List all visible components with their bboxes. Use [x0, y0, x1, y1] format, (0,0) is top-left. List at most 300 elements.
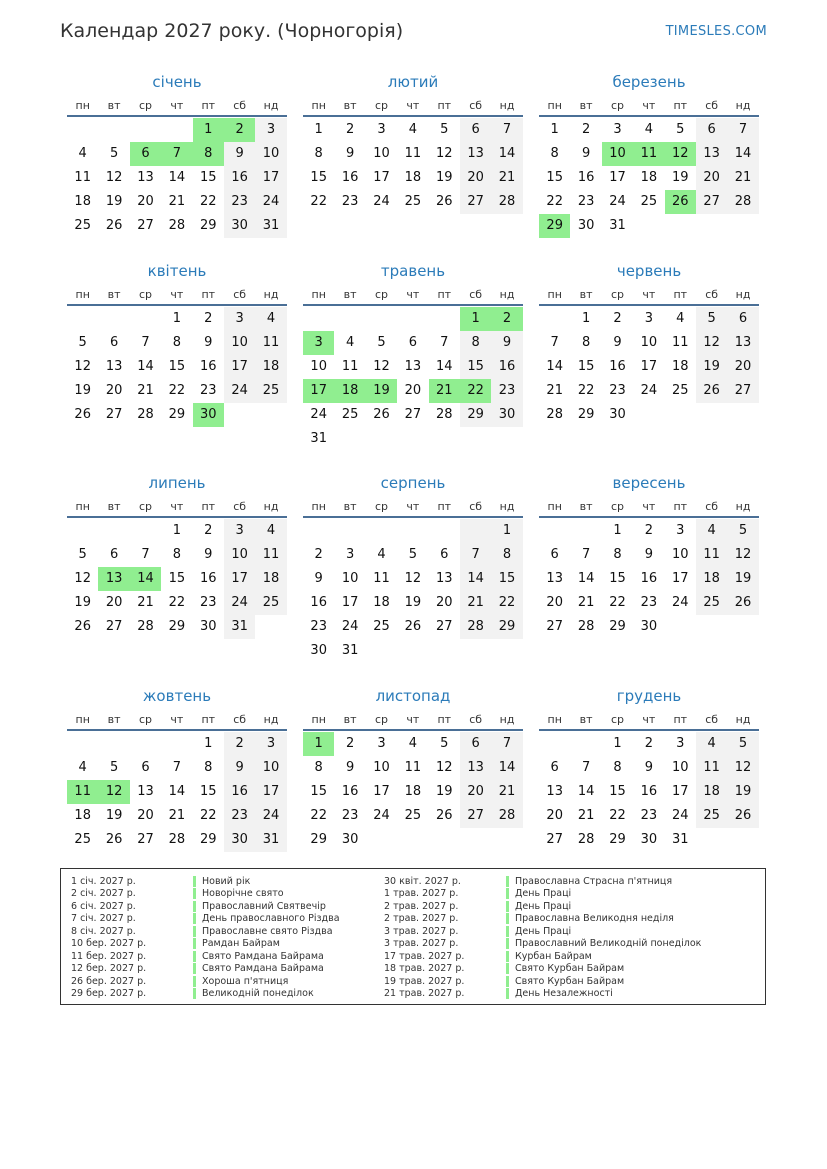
- legend-holiday-name: Рамдан Байрам: [202, 938, 280, 950]
- day-cell: 15: [609, 571, 626, 586]
- weekday-label: нд: [499, 99, 515, 112]
- weekday-label: вт: [343, 713, 357, 726]
- legend-holiday-name: Православна Страсна п'ятниця: [515, 875, 673, 887]
- day-cell: 25: [74, 218, 91, 233]
- day-cell: 16: [640, 784, 658, 799]
- holiday-day-cell: 1: [193, 118, 224, 142]
- day-cell: 19: [727, 567, 758, 591]
- holiday-marker-icon: [506, 913, 509, 924]
- day-cell: 27: [404, 407, 422, 422]
- day-cell: 10: [671, 547, 689, 562]
- weekday-label: нд: [263, 713, 279, 726]
- day-cell: 29: [199, 832, 217, 847]
- holiday-marker-icon: [193, 988, 196, 999]
- weekday-label: чт: [170, 500, 184, 513]
- weekday-label: ср: [610, 288, 624, 301]
- empty-cell: [727, 828, 758, 852]
- day-cell: 23: [224, 804, 255, 828]
- weekday-label: пт: [437, 713, 452, 726]
- day-cell: 18: [74, 194, 91, 209]
- day-cell: 16: [199, 571, 217, 586]
- day-cell: 14: [460, 567, 491, 591]
- empty-cell: [366, 639, 397, 663]
- legend-date: 1 трав. 2027 р.: [384, 888, 459, 900]
- day-cell: 13: [727, 331, 758, 355]
- legend-row: [71, 913, 340, 926]
- day-cell: 4: [345, 335, 355, 350]
- day-cell: 5: [440, 736, 449, 751]
- day-cell: 31: [255, 828, 286, 852]
- weekday-label: пн: [547, 500, 562, 513]
- legend-row: [71, 963, 340, 976]
- day-cell: 3: [255, 732, 286, 756]
- month-days-grid: [67, 307, 287, 427]
- day-cell: 6: [696, 118, 727, 142]
- day-cell: 18: [373, 595, 390, 610]
- day-cell: 6: [408, 335, 417, 350]
- day-cell: 20: [404, 383, 422, 398]
- day-cell: 1: [613, 736, 622, 751]
- month-days-grid: [539, 307, 759, 427]
- day-cell: 30: [224, 828, 255, 852]
- month-name: жовтень: [142, 687, 212, 705]
- day-cell: 28: [546, 407, 563, 422]
- day-cell: 28: [168, 832, 186, 847]
- day-cell: 29: [491, 615, 522, 639]
- day-cell: 9: [204, 547, 213, 562]
- day-cell: 13: [435, 571, 453, 586]
- day-cell: 17: [373, 784, 390, 799]
- empty-cell: [727, 615, 758, 639]
- holiday-day-cell: 1: [460, 307, 491, 331]
- day-cell: 10: [373, 146, 390, 161]
- weekday-label: вт: [343, 99, 357, 112]
- weekday-label: пн: [547, 288, 562, 301]
- day-cell: 30: [491, 403, 522, 427]
- weekday-label: пн: [547, 713, 562, 726]
- day-cell: 22: [199, 808, 217, 823]
- weekday-header: [303, 711, 523, 731]
- legend-holiday-name: День православного Різдва: [202, 913, 340, 925]
- day-cell: 11: [696, 543, 727, 567]
- day-cell: 7: [727, 118, 758, 142]
- day-cell: 21: [727, 166, 758, 190]
- day-cell: 9: [345, 760, 355, 775]
- month-days-grid: [67, 118, 287, 238]
- empty-cell: [460, 427, 491, 451]
- day-cell: 18: [640, 170, 658, 185]
- day-cell: 3: [255, 118, 286, 142]
- month-days-grid: [67, 519, 287, 639]
- day-cell: 5: [109, 146, 119, 161]
- weekday-label: вт: [343, 288, 357, 301]
- day-cell: 14: [491, 142, 522, 166]
- day-cell: 31: [671, 832, 689, 847]
- weekday-label: сб: [233, 99, 247, 112]
- day-cell: 8: [172, 547, 181, 562]
- weekday-label: пн: [75, 713, 90, 726]
- day-cell: 15: [199, 170, 217, 185]
- day-cell: 5: [78, 547, 87, 562]
- month-block: [303, 473, 523, 663]
- legend-row: [384, 900, 701, 913]
- day-cell: 14: [168, 170, 186, 185]
- day-cell: 25: [404, 808, 422, 823]
- legend-row: [384, 888, 701, 901]
- day-cell: 7: [460, 543, 491, 567]
- legend-holiday-name: Новорічне свято: [202, 888, 284, 900]
- day-cell: 10: [255, 142, 286, 166]
- weekday-label: вт: [107, 99, 121, 112]
- holiday-marker-icon: [506, 926, 509, 937]
- holiday-marker-icon: [193, 976, 196, 987]
- day-cell: 11: [696, 756, 727, 780]
- day-cell: 5: [408, 547, 417, 562]
- weekday-label: пт: [201, 713, 216, 726]
- weekday-header: [67, 711, 287, 731]
- day-cell: 7: [491, 118, 522, 142]
- day-cell: 20: [727, 355, 758, 379]
- day-cell: 10: [640, 335, 658, 350]
- holiday-day-cell: 29: [539, 214, 570, 238]
- weekday-label: чт: [406, 99, 420, 112]
- day-cell: 23: [310, 619, 327, 634]
- day-cell: 23: [341, 808, 359, 823]
- holiday-day-cell: 11: [67, 780, 98, 804]
- legend-row: [71, 888, 340, 901]
- day-cell: 8: [491, 543, 522, 567]
- day-cell: 27: [546, 619, 563, 634]
- day-cell: 12: [74, 571, 91, 586]
- day-cell: 15: [310, 784, 327, 799]
- weekday-label: пн: [547, 99, 562, 112]
- day-cell: 9: [581, 146, 591, 161]
- day-cell: 11: [404, 146, 422, 161]
- day-cell: 1: [491, 519, 522, 543]
- legend-row: [71, 988, 340, 1001]
- day-cell: 16: [640, 571, 658, 586]
- weekday-label: ср: [138, 99, 152, 112]
- day-cell: 14: [577, 571, 595, 586]
- day-cell: 7: [581, 760, 591, 775]
- weekday-label: пн: [75, 500, 90, 513]
- legend-holiday-name: Курбан Байрам: [515, 950, 592, 962]
- holiday-day-cell: 8: [193, 142, 224, 166]
- day-cell: 19: [74, 383, 91, 398]
- legend-row: [384, 963, 701, 976]
- weekday-label: ср: [610, 99, 624, 112]
- day-cell: 14: [137, 359, 154, 374]
- day-cell: 5: [78, 335, 87, 350]
- day-cell: 20: [460, 166, 491, 190]
- empty-cell: [429, 828, 460, 852]
- day-cell: 23: [640, 595, 658, 610]
- day-cell: 7: [141, 335, 150, 350]
- empty-cell: [397, 639, 428, 663]
- weekday-label: сб: [469, 99, 483, 112]
- weekday-label: вт: [343, 500, 357, 513]
- legend-date: 11 бер. 2027 р.: [71, 950, 147, 962]
- weekday-label: пт: [437, 500, 452, 513]
- day-cell: 12: [105, 170, 123, 185]
- day-cell: 15: [546, 170, 563, 185]
- day-cell: 27: [137, 218, 154, 233]
- month-days-grid: [303, 519, 523, 663]
- weekday-label: сб: [705, 713, 719, 726]
- day-cell: 16: [577, 170, 595, 185]
- holiday-marker-icon: [506, 988, 509, 999]
- holiday-marker-icon: [193, 888, 196, 899]
- day-cell: 25: [671, 383, 689, 398]
- day-cell: 8: [314, 146, 323, 161]
- day-cell: 27: [137, 832, 154, 847]
- day-cell: 23: [640, 808, 658, 823]
- day-cell: 4: [408, 122, 417, 137]
- day-cell: 30: [199, 619, 217, 634]
- month-days-grid: [303, 307, 523, 451]
- day-cell: 15: [577, 359, 595, 374]
- day-cell: 25: [255, 591, 286, 615]
- day-cell: 13: [105, 359, 123, 374]
- weekday-label: нд: [735, 99, 751, 112]
- empty-cell: [334, 307, 365, 331]
- empty-cell: [98, 732, 129, 756]
- holiday-marker-icon: [193, 913, 196, 924]
- day-cell: 21: [168, 194, 186, 209]
- day-cell: 15: [460, 355, 491, 379]
- holiday-day-cell: 13: [98, 567, 129, 591]
- day-cell: 15: [199, 784, 217, 799]
- day-cell: 28: [137, 619, 154, 634]
- day-cell: 12: [404, 571, 422, 586]
- day-cell: 19: [727, 780, 758, 804]
- day-cell: 22: [310, 808, 327, 823]
- month-name: лютий: [387, 73, 439, 91]
- legend-holiday-name: День Праці: [515, 900, 572, 912]
- day-cell: 21: [137, 595, 154, 610]
- day-cell: 22: [577, 383, 595, 398]
- weekday-label: ср: [374, 713, 388, 726]
- day-cell: 21: [577, 808, 595, 823]
- day-cell: 4: [377, 547, 386, 562]
- day-cell: 8: [613, 547, 622, 562]
- day-cell: 23: [341, 194, 359, 209]
- day-cell: 13: [546, 571, 563, 586]
- day-cell: 19: [105, 808, 123, 823]
- day-cell: 7: [172, 760, 181, 775]
- weekday-label: чт: [642, 500, 656, 513]
- empty-cell: [429, 427, 460, 451]
- month-days-grid: [539, 118, 759, 238]
- day-cell: 14: [168, 784, 186, 799]
- weekday-header: [539, 97, 759, 117]
- legend-row: [71, 938, 340, 951]
- empty-cell: [539, 307, 570, 331]
- weekday-label: пн: [311, 288, 326, 301]
- legend-row: [71, 975, 340, 988]
- day-cell: 3: [224, 519, 255, 543]
- empty-cell: [570, 519, 601, 543]
- empty-cell: [67, 519, 98, 543]
- day-cell: 29: [168, 619, 186, 634]
- legend-holiday-name: Хороша п'ятниця: [202, 975, 289, 987]
- day-cell: 2: [345, 122, 355, 137]
- day-cell: 7: [141, 547, 150, 562]
- weekday-label: ср: [610, 500, 624, 513]
- day-cell: 25: [74, 832, 91, 847]
- day-cell: 22: [310, 194, 327, 209]
- legend-holiday-name: Свято Рамдана Байрама: [202, 963, 324, 975]
- day-cell: 5: [377, 335, 386, 350]
- day-cell: 25: [696, 804, 727, 828]
- weekday-label: пт: [673, 713, 688, 726]
- day-cell: 7: [550, 335, 559, 350]
- month-name: березень: [612, 73, 686, 91]
- weekday-label: чт: [170, 99, 184, 112]
- day-cell: 29: [609, 619, 626, 634]
- day-cell: 31: [224, 615, 255, 639]
- day-cell: 17: [671, 571, 689, 586]
- day-cell: 14: [727, 142, 758, 166]
- weekday-label: вт: [107, 288, 121, 301]
- weekday-header: [539, 286, 759, 306]
- day-cell: 6: [141, 760, 150, 775]
- day-cell: 19: [105, 194, 123, 209]
- day-cell: 20: [460, 780, 491, 804]
- weekday-label: чт: [170, 288, 184, 301]
- day-cell: 17: [373, 170, 390, 185]
- day-cell: 25: [373, 619, 390, 634]
- day-cell: 10: [255, 756, 286, 780]
- month-name: квітень: [147, 262, 207, 280]
- day-cell: 10: [224, 331, 255, 355]
- day-cell: 5: [676, 122, 685, 137]
- day-cell: 20: [137, 194, 154, 209]
- day-cell: 1: [204, 736, 213, 751]
- day-cell: 5: [727, 732, 758, 756]
- day-cell: 5: [727, 519, 758, 543]
- weekday-label: чт: [406, 288, 420, 301]
- day-cell: 5: [109, 760, 119, 775]
- day-cell: 31: [609, 218, 626, 233]
- holiday-day-cell: 18: [334, 379, 365, 403]
- day-cell: 20: [546, 808, 563, 823]
- day-cell: 28: [491, 804, 522, 828]
- day-cell: 25: [696, 591, 727, 615]
- legend-holiday-name: Православний Великодній понеділок: [515, 938, 702, 950]
- day-cell: 2: [204, 523, 213, 538]
- day-cell: 9: [224, 142, 255, 166]
- weekday-label: сб: [469, 500, 483, 513]
- day-cell: 8: [581, 335, 591, 350]
- day-cell: 21: [460, 591, 491, 615]
- day-cell: 29: [168, 407, 186, 422]
- month-name: листопад: [375, 687, 451, 705]
- weekday-label: вт: [107, 713, 121, 726]
- day-cell: 10: [224, 543, 255, 567]
- day-cell: 6: [550, 760, 559, 775]
- day-cell: 3: [644, 311, 653, 326]
- month-block: [539, 261, 759, 427]
- weekday-header: [539, 711, 759, 731]
- day-cell: 16: [609, 359, 626, 374]
- day-cell: 21: [546, 383, 563, 398]
- weekday-label: пн: [75, 288, 90, 301]
- day-cell: 31: [341, 643, 359, 658]
- day-cell: 26: [727, 591, 758, 615]
- weekday-label: пт: [437, 288, 452, 301]
- holiday-day-cell: 26: [665, 190, 696, 214]
- day-cell: 30: [224, 214, 255, 238]
- day-cell: 12: [74, 359, 91, 374]
- day-cell: 9: [613, 335, 622, 350]
- day-cell: 26: [435, 194, 453, 209]
- empty-cell: [366, 427, 397, 451]
- empty-cell: [665, 214, 696, 238]
- legend-date: 3 трав. 2027 р.: [384, 925, 459, 937]
- legend-row: [71, 900, 340, 913]
- legend-date: 26 бер. 2027 р.: [71, 975, 147, 987]
- holiday-day-cell: 19: [366, 379, 397, 403]
- empty-cell: [161, 732, 192, 756]
- empty-cell: [98, 519, 129, 543]
- weekday-label: пн: [311, 99, 326, 112]
- month-name: травень: [380, 262, 446, 280]
- day-cell: 2: [644, 736, 653, 751]
- day-cell: 6: [727, 307, 758, 331]
- day-cell: 15: [168, 359, 186, 374]
- day-cell: 12: [435, 146, 453, 161]
- day-cell: 17: [671, 784, 689, 799]
- day-cell: 18: [255, 567, 286, 591]
- day-cell: 25: [404, 194, 422, 209]
- legend-holiday-name: Православна Великодня неділя: [515, 913, 674, 925]
- holiday-day-cell: 22: [460, 379, 491, 403]
- weekday-label: ср: [138, 713, 152, 726]
- empty-cell: [696, 403, 727, 427]
- weekday-label: ср: [374, 288, 388, 301]
- weekday-label: пт: [437, 99, 452, 112]
- day-cell: 9: [644, 760, 653, 775]
- empty-cell: [429, 307, 460, 331]
- day-cell: 24: [373, 194, 390, 209]
- empty-cell: [633, 403, 664, 427]
- day-cell: 19: [435, 784, 453, 799]
- day-cell: 5: [440, 122, 449, 137]
- day-cell: 27: [435, 619, 453, 634]
- holiday-day-cell: 14: [130, 567, 161, 591]
- empty-cell: [67, 732, 98, 756]
- day-cell: 15: [168, 571, 186, 586]
- weekday-label: нд: [263, 288, 279, 301]
- day-cell: 28: [577, 832, 595, 847]
- month-name: червень: [616, 262, 682, 280]
- empty-cell: [397, 519, 428, 543]
- day-cell: 17: [255, 780, 286, 804]
- day-cell: 28: [435, 407, 453, 422]
- day-cell: 18: [404, 784, 422, 799]
- day-cell: 3: [224, 307, 255, 331]
- day-cell: 28: [727, 190, 758, 214]
- day-cell: 4: [255, 307, 286, 331]
- day-cell: 13: [404, 359, 422, 374]
- site-link[interactable]: TIMESLES.COM: [665, 24, 767, 39]
- legend-date: 17 трав. 2027 р.: [384, 950, 465, 962]
- day-cell: 6: [440, 547, 449, 562]
- legend-date: 21 трав. 2027 р.: [384, 988, 465, 1000]
- legend-row: [384, 913, 701, 926]
- legend-date: 12 бер. 2027 р.: [71, 963, 147, 975]
